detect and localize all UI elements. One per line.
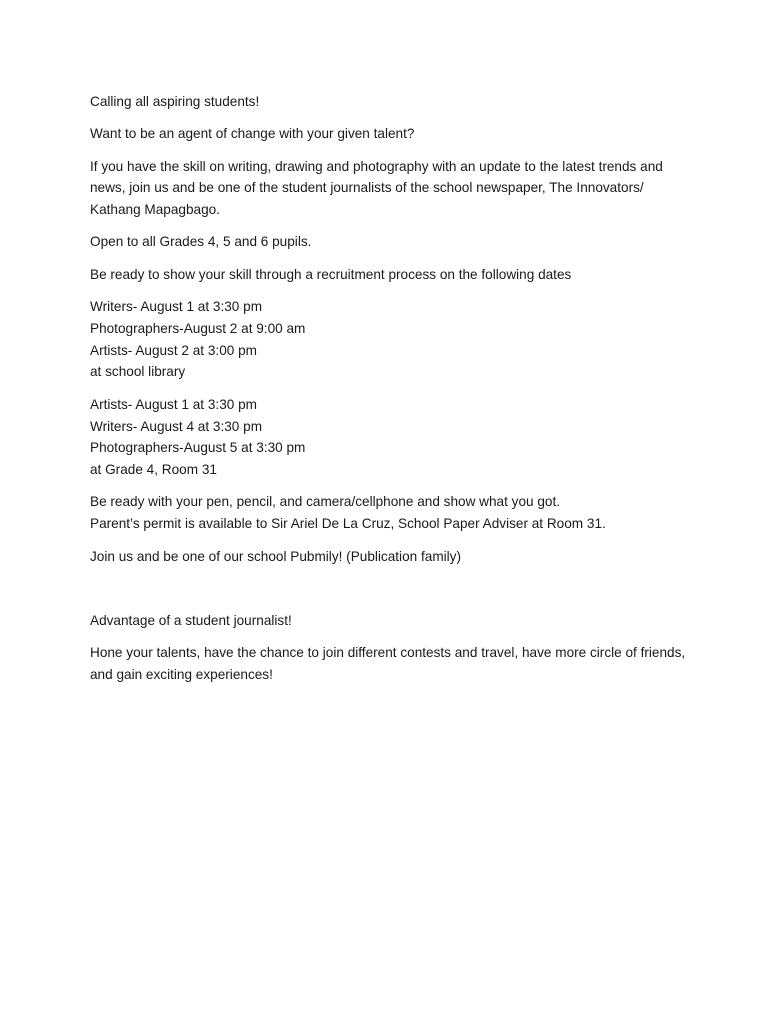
advantage-heading: Advantage of a student journalist! [90, 613, 292, 629]
intro-question: Want to be an agent of change with your given talent? [90, 126, 415, 142]
advantage-description: Hone your talents, have the chance to join different contests and travel, have more circle of friends, and gain exciting experiences! [90, 645, 686, 683]
schedule-line: Artists- August 2 at 3:00 pm [90, 342, 257, 358]
permit-line: Parent’s permit is available to Sir Ariel De La Cruz, School Paper Adviser at Room 31. [90, 516, 606, 532]
document-page [90, 91, 690, 697]
schedule-line: Photographers-August 2 at 9:00 am [90, 320, 306, 336]
schedule-line: Writers- August 4 at 3:30 pm [90, 418, 263, 434]
eligibility-text: Open to all Grades 4, 5 and 6 pupils. [90, 234, 312, 250]
schedule-room [90, 394, 690, 481]
join-invitation: Join us and be one of our school Pubmily! (Publication family) [90, 548, 462, 564]
intro-description: If you have the skill on writing, drawing and photography with an update to the latest trends and news, join us and be one of the student journalists of the school newspaper, The Innovators/ Kathang Mapagbago. [90, 158, 663, 218]
recruitment-intro: Be ready to show your skill through a recruitment process on the following dates [90, 266, 572, 282]
intro-heading: Calling all aspiring students! [90, 94, 260, 109]
blank-line [90, 578, 690, 610]
schedule-line: Writers- August 1 at 3:30 pm [90, 299, 263, 315]
ready-line: Be ready with your pen, pencil, and camera/cellphone and show what you got. [90, 494, 561, 510]
schedule-line: Artists- August 1 at 3:30 pm [90, 396, 257, 412]
schedule-line: Photographers-August 5 at 3:30 pm [90, 440, 306, 456]
ready-instructions [90, 491, 690, 535]
schedule-location: at Grade 4, Room 31 [90, 462, 217, 478]
schedule-library [90, 296, 690, 383]
schedule-location: at school library [90, 364, 186, 380]
